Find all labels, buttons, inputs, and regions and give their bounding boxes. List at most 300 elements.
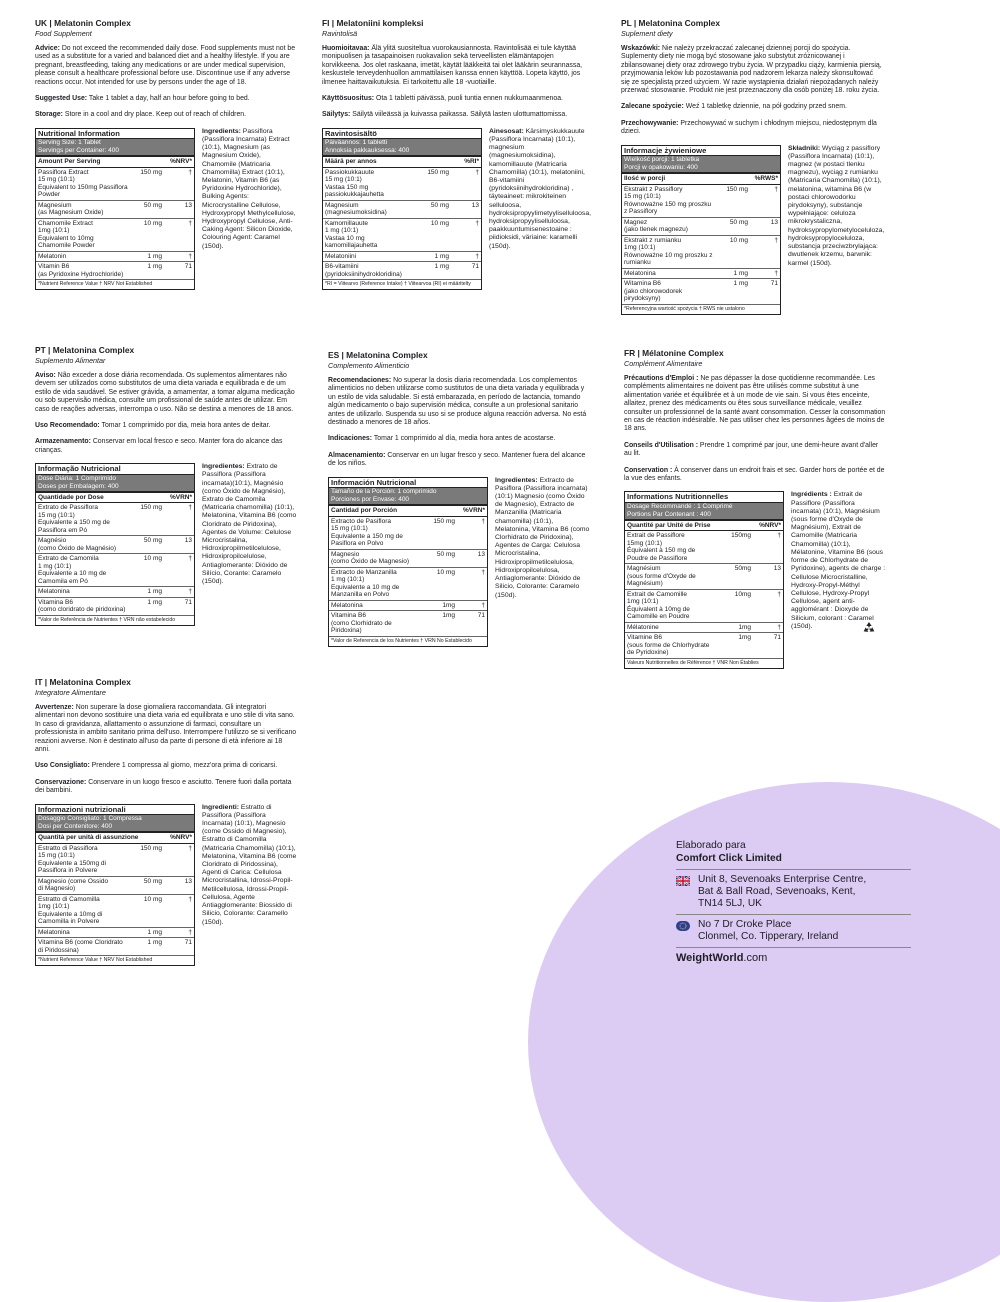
nutrient-name: Extrait de Camomille 1mg (10:1) Équivalent à 10mg de Camomille en Poudre — [627, 590, 690, 621]
label-section-pl — [621, 18, 883, 315]
nutrient-name: Estratto di Camomilla 1mg (10:1) Equivalente a 10mg di Camomilla in Polvere — [38, 895, 103, 926]
nutrition-row — [36, 598, 194, 616]
ingredients-label: Ainesosat: — [489, 127, 524, 135]
storage-text: Conservar en un lugar fresco y seco. Mantener fuera del alcance de los niños. — [328, 451, 586, 468]
nutrient-nrv: 71 — [184, 598, 192, 606]
storage-text: Conservar em local fresco e seco. Manter fora do alcance das crianças. — [35, 438, 283, 454]
nutrient-amount: 1 mg — [434, 252, 449, 260]
nutrition-table-title: Ravintosisältö — [323, 129, 481, 140]
storage-paragraph — [621, 120, 883, 137]
manufacturer-block — [676, 839, 911, 964]
nutrient-name: Extracto de Manzanilla 1 mg (10:1) Equivalente a 10 mg de Manzanilla en Polvo — [331, 568, 400, 599]
nutrient-name: Vitamina B6 (como Clorhidrato de Piridoxina) — [331, 612, 392, 635]
nutrient-nrv: † — [188, 844, 192, 852]
nutrient-name: Magnesio (como Óxido de Magnesio) — [331, 550, 410, 566]
usage-label: Käyttösuositus: — [322, 95, 375, 103]
section-subtitle: Ravintolisä — [322, 29, 358, 38]
advice-paragraph — [322, 45, 584, 87]
nutrition-table — [621, 145, 781, 315]
ingredients — [202, 463, 297, 586]
nutrition-row — [323, 168, 481, 201]
section-subtitle: Suplement diety — [621, 29, 673, 38]
nutrition-row — [622, 185, 780, 218]
nutrient-name: Melatonina — [38, 588, 70, 596]
usage-text: Prendre 1 comprimé par jour, une demi-heure avant d'aller au lit. — [624, 441, 879, 458]
section-title: FI | Melatoniini kompleksi — [322, 18, 424, 28]
usage-paragraph — [328, 435, 590, 443]
nrv-header: %RI* — [464, 158, 479, 166]
nutrient-name: Melatonina — [38, 928, 70, 936]
amount-header: Quantidade por Dose — [38, 493, 104, 501]
nutrient-amount: 150 mg — [433, 517, 455, 525]
nrv-header: %RWS* — [754, 175, 778, 183]
nutrient-amount: 1mg — [442, 612, 455, 620]
company-name: Comfort Click Limited — [676, 853, 782, 864]
ingredients-label: Składniki: — [788, 144, 821, 152]
nutrient-amount: 10mg — [734, 590, 751, 598]
advice-label: Aviso: — [35, 372, 56, 379]
nutrient-nrv: † — [774, 269, 778, 277]
recycle-icon — [861, 620, 877, 636]
nutrient-nrv: † — [188, 504, 192, 512]
nutrient-name: Extrato de Camomila 1 mg (10:1) Equivalente a 10 mg de Camomila em Pó — [38, 555, 107, 585]
advice-text: Do not exceed the recommended daily dose. Food supplements must not be used as a substitute for a varied and balanced diet and a healthy lifestyle. If you are pregnant, breastfeeding, taking any medications or are under medical supervision, please consult a healthcare professional before use. Discontinue use if any adverse reactions occur. Not intended for use by persons under the age of 18. — [35, 45, 296, 86]
nutrient-nrv: † — [774, 185, 778, 193]
label-section-pt — [35, 345, 297, 626]
storage-text: Store in a cool and dry place. Keep out of reach of children. — [64, 111, 247, 119]
nutrition-row — [36, 252, 194, 263]
address-ie — [676, 914, 911, 947]
nutrient-amount: 1mg — [738, 634, 751, 642]
nutrient-nrv: † — [188, 252, 192, 260]
nutrient-amount: 10 mg — [430, 219, 449, 227]
nutrition-table-footnote: *Nutrient Reference Value † NRV Not Established — [38, 281, 153, 288]
nutrition-row — [36, 928, 194, 939]
storage-paragraph — [35, 438, 297, 455]
nutrition-table — [35, 128, 195, 291]
nutrient-nrv: † — [777, 623, 781, 631]
nrv-header: %VRN* — [169, 493, 192, 501]
section-subtitle: Food Supplement — [35, 29, 92, 38]
servings-per-container: Dosi per Contenitore: 400 — [36, 823, 194, 831]
nutrient-name: Vitamina B6 (come Cloridrato di Piridossina) — [38, 939, 123, 954]
ingredients — [495, 477, 590, 600]
nutrition-table-header — [36, 491, 194, 504]
ingredients — [489, 128, 591, 251]
storage-label: Conservazione: — [35, 778, 87, 786]
advice-label: Wskazówki: — [621, 45, 661, 52]
storage-text: Conservare in un luogo fresco e asciutto. Tenere fuori dalla portata dei bambini. — [35, 778, 292, 795]
usage-label: Zalecane spożycie: — [621, 103, 684, 111]
nutrient-nrv: 13 — [471, 201, 479, 209]
nutrition-row — [36, 844, 194, 877]
servings-per-container: Portions Par Contenant : 400 — [625, 511, 783, 519]
nutrient-nrv: 71 — [770, 280, 778, 288]
serving-size: Dosaggio Consigliato: 1 Compressa — [36, 815, 194, 823]
section-subtitle: Suplemento Alimentar — [35, 356, 106, 365]
usage-text: Weź 1 tabletkę dziennie, na pół godziny przed snem. — [685, 103, 847, 111]
nutrition-row — [329, 601, 487, 612]
servings-per-container: Porcji w opakowaniu: 400 — [622, 164, 780, 172]
nutrition-row — [36, 262, 194, 280]
nutrient-name: Ekstrakt z rumianku 1mg (10:1) Równoważne 10 mg proszku z rumianku — [624, 236, 713, 267]
usage-paragraph — [322, 95, 584, 103]
advice-paragraph — [35, 372, 297, 414]
ingredients-text: Estratto di Passiflora (Passiflora Incarnata) (10:1), Magnesio (come Ossido di Magnesio), Estratto di Camomilla (Matricaria Chamomilla) (10:1), Melatonina, Vitamina B6 (come Cloridrato di Piridossina), Agenti di Carica: Cellulosa Microcristallina, Idrossi-Propil-Metilcellulosa, Idrossi-Propil-Cellulosa, Agente Antiagglomerante: Biossido di Silicio, Colorante: Caramello (150d). — [202, 803, 297, 926]
storage-label: Armazenamento: — [35, 438, 91, 446]
nutrition-row — [323, 252, 481, 263]
usage-label: Suggested Use: — [35, 95, 88, 103]
advice-label: Précautions d'Emploi : — [624, 375, 699, 382]
nutrient-nrv: 13 — [477, 550, 485, 558]
nutrient-nrv: † — [188, 219, 192, 227]
serving-size: Wielkość porcji: 1 tabletka — [622, 156, 780, 164]
nutrient-nrv: 13 — [184, 877, 192, 885]
nutrient-nrv: † — [188, 555, 192, 563]
address-ie-text: No 7 Dr Croke Place Clonmel, Co. Tipperary, Ireland — [698, 919, 839, 942]
usage-label: Indicaciones: — [328, 435, 373, 443]
usage-paragraph — [35, 95, 297, 103]
nutrient-name: Extrato de Passiflora 15 mg (10:1) Equivalente a 150 mg de Passiflora em Pó — [38, 504, 110, 534]
nutrient-nrv: 71 — [184, 939, 192, 947]
nrv-header: %VRN* — [462, 507, 485, 515]
storage-paragraph — [328, 452, 590, 469]
nutrient-name: Ekstrakt z Passiflory 15 mg (10:1) Równoważne 150 mg proszku z Passiflory — [624, 185, 712, 216]
serving-size: Päiväannos: 1 tabletti — [323, 139, 481, 147]
nutrition-row — [36, 503, 194, 536]
nutrient-name: Magnez (jako tlenek magnezu) — [624, 218, 688, 234]
nutrient-amount: 1mg — [738, 623, 751, 631]
nutrient-nrv: † — [481, 601, 485, 609]
storage-label: Säilytys: — [322, 111, 351, 119]
nutrient-name: Magnesium (magnesiumoksidina) — [325, 201, 387, 217]
nutrition-row — [329, 550, 487, 568]
storage-paragraph — [35, 111, 297, 119]
advice-paragraph — [328, 377, 590, 427]
section-title: FR | Mélatonine Complex — [624, 348, 724, 358]
nutrition-row — [622, 218, 780, 236]
nutrient-name: Magnésio (como Óxido de Magnésio) — [38, 537, 117, 552]
nutrition-table — [328, 477, 488, 647]
nutrient-nrv: 13 — [770, 218, 778, 226]
nutrient-amount: 150 mg — [140, 844, 162, 852]
nutrient-nrv: † — [475, 252, 479, 260]
advice-text: Älä ylitä suositeltua vuorokausiannosta. Ravintolisää ei tule käyttää monipuolisen ja tasapainoisen ruokavalion sekä terveellisten elämäntapojen korvikkeena. Jos olet raskaana, imetät, käytät lääkkeitä tai olet lääkärin seurannassa, keskustele terveydenhuollon ammattilaisen kanssa ennen käyttöä. Lopeta käyttö, jos ilmenee haittavaikutuksia. Ei tarkoitettu alle 18 -vuotiaille. — [322, 45, 583, 86]
nutrient-amount: 10 mg — [436, 568, 455, 576]
advice-text: No superar la dosis diaria recomendada. Los complementos alimenticios no deben utilizarse como sustitutos de una dieta variada y equilibrada y un estilo de vida saludable. Si está embarazada, en período de lactancia, tomando algún medicamento o bajo supervisión médica, consulte a un profesional sanitario antes de utilizarlo. Suspenda su uso si se produce alguna reacción adversa. No está destinado a menores de 18 años. — [328, 377, 587, 427]
nutrient-amount: 50 mg — [729, 218, 748, 226]
nutrition-table-footnote: *Valor de Referência de Nutrientes † VRN não estabelecido — [38, 616, 176, 623]
nutrient-name: Mélatonine — [627, 623, 659, 631]
nutrient-nrv: 71 — [477, 612, 485, 620]
nutrition-table-header — [625, 519, 783, 532]
ingredients-text: Passiflora (Passiflora Incarnata) Extract (10:1), Magnesium (as Magnesium Oxide), Chamomile (Matricaria Chamomilla) Extract (10:1), Melatonin, Vitamin B6 (as Pyridoxine Hydrochloride), Bulking Agents: Microcrystalline Cellulose, Hydroxypropyl Methylcellulose, Hydroxypropyl Cellulose, Anti-Caking Agent: Silicon Dioxide, Colouring Agent: Caramel (150d). — [202, 127, 296, 250]
nutrient-name: Magnesio (come Ossido di Magnesio) — [38, 877, 109, 893]
amount-header: Ilość w porcji — [624, 175, 666, 183]
nutrition-table-footnote: Valeurs Nutritionnelles de Référence † VNR Non Établies — [627, 659, 759, 666]
storage-text: Przechowywać w suchym i chłodnym miejscu, niedostępnym dla dzieci. — [621, 119, 877, 136]
servings-per-container: Doses por Embalagem: 400 — [36, 483, 194, 491]
nutrient-nrv: 71 — [773, 634, 781, 642]
nutrition-table-title: Informations Nutritionnelles — [625, 492, 783, 503]
nutrient-name: B6-vitamiini (pyridoksiinihydrokloridina) — [325, 263, 402, 278]
nutrient-amount: 1 mg — [147, 252, 162, 260]
nutrient-name: Passiokukkauute 15 mg (10:1) Vastaa 150 mg passiokukkajauhetta — [325, 168, 384, 199]
servings-per-container: Porciones por Envase: 400 — [329, 496, 487, 504]
label-section-it — [35, 677, 297, 966]
section-title: UK | Melatonin Complex — [35, 18, 131, 28]
advice-paragraph — [35, 45, 297, 87]
nrv-header: %NRV* — [170, 834, 192, 842]
nutrition-row — [625, 590, 783, 623]
usage-label: Conseils d'Utilisation : — [624, 441, 698, 449]
website-name: WeightWorld — [676, 952, 744, 964]
amount-header: Quantità per unità di assunzione — [38, 834, 139, 842]
address-uk-text: Unit 8, Sevenoaks Enterprise Centre, Bat & Ball Road, Sevenoaks, Kent, TN14 5LJ, UK — [698, 874, 867, 909]
nutrient-amount: 1 mg — [147, 939, 162, 947]
amount-header: Määrä per annos — [325, 158, 377, 166]
nutrient-amount: 150 mg — [427, 168, 449, 176]
advice-label: Huomioitavaa: — [322, 45, 370, 52]
nutrition-row — [625, 633, 783, 659]
nutrient-nrv: † — [188, 168, 192, 176]
nrv-header: %NRV* — [759, 521, 781, 529]
nutrition-row — [36, 168, 194, 201]
section-subtitle: Integratore Alimentare — [35, 688, 106, 697]
usage-paragraph — [624, 442, 886, 459]
advice-paragraph — [624, 375, 886, 434]
nutrient-nrv: † — [475, 219, 479, 227]
nutrition-table — [624, 491, 784, 669]
usage-paragraph — [35, 762, 297, 770]
advice-paragraph — [35, 704, 297, 754]
nutrient-amount: 10 mg — [143, 555, 162, 563]
storage-paragraph — [624, 467, 886, 484]
website-tld: .com — [743, 952, 768, 964]
nutrition-row — [36, 895, 194, 928]
ingredients-label: Ingrédients : — [791, 491, 832, 499]
nutrition-table-footnote: *Nutrient Reference Value † NRV Not Established — [38, 957, 153, 964]
section-title: IT | Melatonina Complex — [35, 677, 131, 687]
advice-text: Non superare la dose giornaliera raccomandata. Gli integratori alimentari non devono sostituire una dieta varia ed equilibrata e uno stile di vita sano. In caso di gravidanza, allattamento o assunzione di farmaci, consultare un professionista in ambito sanitario prima dell'uso. Interrompere l'utilizzo se si verificano reazioni avverse. Non è destinato all'uso da parte di persone di età inferiore ai 18 anni. — [35, 704, 297, 754]
nutrient-name: Melatonina — [624, 269, 656, 277]
nutrient-name: Melatoniini — [325, 252, 357, 260]
nutrient-name: Estratto di Passiflora 15 mg (10:1) Equivalente a 150mg di Passiflora in Polvere — [38, 844, 106, 875]
nutrient-nrv: † — [188, 928, 192, 936]
nutrition-row — [329, 568, 487, 601]
advice-paragraph — [621, 45, 883, 95]
website[interactable] — [676, 947, 911, 964]
ingredients-text: Extracto de Pasiflora (Passiflora incarnata) (10:1) Magnesio (como Óxido de Magnesio), Extracto de Manzanilla (Matricaria chamomilla) (10:1), Melatonina, Vitamina B6 (como Clorhidrato de Piridoxina), Agentes de Carga: Celulosa Microcristalina, Hidroxipropilmetilcelulosa, Hidroxipropilcelulosa, Antiaglomerante: Dióxido de Silicio, Colorante: Caramelo (150d). — [495, 476, 590, 599]
ingredients-label: Ingredientes: — [495, 476, 538, 484]
nutrient-amount: 150 mg — [726, 185, 748, 193]
nutrient-amount: 50 mg — [143, 537, 162, 545]
nutrient-name: Melatonina — [331, 601, 363, 609]
advice-text: Não exceder a dose diária recomendada. Os suplementos alimentares não devem ser utilizados como substitutos de uma dieta variada e equilibrada e de um estilo de vida saudável. Se estiver grávida, a amamentar, a tomar alguma medicação ou sob supervisão médica, consulte um profissional de saúde antes de utilizar. Em caso de reações adversas, interrompa o uso. Não se destina a menores de 18 anos. — [35, 372, 295, 413]
label-section-es — [328, 350, 590, 647]
nutrition-row — [323, 219, 481, 252]
ingredients — [202, 128, 297, 251]
serving-size: Tamaño de la Porción: 1 comprimido — [329, 488, 487, 496]
nutrient-name: Melatonin — [38, 252, 67, 260]
nutrient-amount: 1 mg — [147, 928, 162, 936]
nutrient-amount: 10 mg — [729, 236, 748, 244]
nutrient-amount: 50 mg — [143, 201, 162, 209]
nutrient-name: Vitamina B6 (como cloridrato de piridoxina) — [38, 598, 126, 614]
nutrition-row — [329, 517, 487, 550]
nutrient-name: Magnésium (sous forme d'Oxyde de Magnésium) — [627, 565, 696, 588]
ingredients — [791, 491, 886, 630]
ingredients — [788, 145, 884, 268]
nutrition-row — [329, 611, 487, 637]
nutrient-amount: 10 mg — [143, 895, 162, 903]
advice-label: Avvertenze: — [35, 704, 74, 711]
nutrition-table-title: Informação Nutricional — [36, 464, 194, 475]
usage-label: Uso Recomendado: — [35, 422, 100, 430]
nutrient-amount: 50 mg — [430, 201, 449, 209]
nutrient-amount: 50 mg — [436, 550, 455, 558]
nutrition-table-footnote: *Valor de Referencia de los Nutrientes † VRN No Establecido — [331, 637, 472, 644]
nutrient-nrv: 13 — [184, 537, 192, 545]
nutrition-table-header — [329, 504, 487, 517]
servings-per-container: Servings per Container: 400 — [36, 147, 194, 155]
nutrient-name: Magnesium (as Magnesium Oxide) — [38, 201, 104, 217]
ingredients — [202, 804, 297, 927]
nutrition-table — [35, 463, 195, 626]
ingredients-text: Extrait de Passiflore (Passiflora incarnata) (10:1), Magnésium (sous forme d'Oxyde de Magnésium), Extrait de Camomille (Matricaria Chamomilla) (10:1), Mélatonine, Vitamine B6 (sous forme de Chlorhydrate de Pyridoxine), agents de charge : Cellulose Microcristalline, Hydroxy-Propyl-Méthyl Cellulose, Hydroxy-Propyl Cellulose, agent anti-agglomérant : Dioxyde de Silicium, colorant : Caramel (150d). — [791, 491, 886, 630]
amount-header: Cantidad por Porción — [331, 507, 398, 515]
nutrition-row — [36, 201, 194, 219]
nutrition-row — [323, 262, 481, 280]
nutrient-amount: 1 mg — [147, 598, 162, 606]
nutrient-name: Vitamin B6 (as Pyridoxine Hydrochloride) — [38, 263, 124, 278]
advice-text: Nie należy przekraczać zalecanej dziennej porcji do spożycia. Suplementy diety nie mogą być stosowane jako substytut zróżnicowanej i zbilansowanej diety oraz zdrowego trybu życia. W przypadku ciąży, karmienia piersią, przyjmowania leków lub pozostawania pod nadzorem lekarza należy skonsultować się ze specjalistą przed użyciem. W razie wystąpienia działań niepożądanych należy przerwać stosowanie. Produkt nie jest przeznaczony dla osób poniżej 18. roku życia. — [621, 45, 882, 95]
serving-size: Serving Size: 1 Tablet — [36, 139, 194, 147]
storage-paragraph — [35, 779, 297, 796]
nutrient-nrv: † — [481, 568, 485, 576]
ingredients-label: Ingredients: — [202, 127, 241, 135]
nutrition-row — [622, 236, 780, 269]
address-uk — [676, 869, 911, 914]
nutrition-table-footnote: *Referencyjna wartość spożycia † RWS nie ustalono — [624, 305, 745, 312]
nutrient-nrv: 71 — [184, 263, 192, 271]
nutrient-nrv: † — [777, 590, 781, 598]
advice-text: Ne pas dépasser la dose quotidienne recommandée. Les compléments alimentaires ne doivent pas être utilisés comme substitut à une alimentation variée et équilibrée et à un mode de vie sain. Si vous êtes enceinte, allaitez, prenez des médicaments ou êtes sous surveillance médicale, veuillez consulter un professionnel de la santé avant consommation. Cesser la consommation en cas de réaction indésirable. Ne pas utiliser chez les personnes âgées de moins de 18 ans. — [624, 375, 886, 433]
nutrition-table-footnote: *RI = Viitearvo (Reference Intake) † Viitearvoa (RI) ei määritelty — [325, 281, 471, 288]
nutrition-row — [625, 623, 783, 634]
nutrient-amount: 1 mg — [147, 588, 162, 596]
usage-paragraph — [621, 103, 883, 111]
nutrition-row — [622, 279, 780, 305]
nutrient-amount: 150 mg — [140, 168, 162, 176]
nutrition-table-header — [36, 831, 194, 844]
nutrition-table-title: Informazioni nutrizionali — [36, 805, 194, 816]
usage-text: Tomar 1 comprimido al día, media hora antes de acostarse. — [373, 435, 556, 443]
advice-label: Recomendaciones: — [328, 377, 392, 384]
ingredients-label: Ingredienti: — [202, 803, 240, 811]
nutrient-amount: 1 mg — [733, 280, 748, 288]
nutrient-name: Extracto de Pasiflora 15 mg (10:1) Equivalente a 150 mg de Pasiflora en Polvo — [331, 517, 403, 548]
uk-flag-icon — [676, 876, 690, 886]
nutrition-row — [625, 531, 783, 564]
nutrient-name: Passiflora Extract 15 mg (10:1) Equivalent to 150mg Passiflora Powder — [38, 168, 128, 199]
storage-label: Conservation : — [624, 466, 673, 474]
ingredients-text: Extrato de Passiflora (Passiflora incarnata)(10:1), Magnésio (como Óxido de Magnésio), Extrato de Camomila (Matricaria chamomilla) (10:1), Melatonina, Vitamina B6 (como Cloridrato de Piridoxina), Agentes de Volume: Celulose Microcristalina, Hidroxipropilmetilcelulose, Hidroxipropilcelulose, Antiaglomerante: Dióxido de Silício, Corante: Caramelo (150d). — [202, 463, 297, 586]
nutrient-amount: 150mg — [731, 532, 751, 540]
made-for-label: Elaborado para — [676, 840, 746, 851]
storage-label: Przechowywanie: — [621, 119, 679, 127]
label-section-fi — [322, 18, 591, 290]
usage-text: Tomar 1 comprimido por dia, meia hora antes de deitar. — [101, 422, 271, 430]
amount-header: Quantité par Unité de Prise — [627, 521, 711, 529]
eu-flag-icon — [676, 921, 690, 931]
nutrition-row — [36, 536, 194, 554]
advice-label: Advice: — [35, 45, 60, 52]
usage-text: Ota 1 tabletti päivässä, puoli tuntia ennen nukkumaanmenoa. — [376, 95, 563, 103]
usage-paragraph — [35, 422, 297, 430]
ingredients-text: Kärsimyskukkauute (Passiflora Incarnata) (10:1), magnesium (magnesiumoksidina), kamomillauute (Matricaria Chamomilla) (10:1), melatoniini, B6-vitamiini (pyridoksiinihydrokloridina) , täyteaineet: mikrokiteinen selluloosa, hydroksipropyylimetyyliselluloosa, hydroksipropyyliselluloosa, paakkuuntumisenestoaine : piidioksidi, väriaine: karamelli (150d). — [489, 127, 591, 250]
nutrient-amount: 1 mg — [434, 263, 449, 271]
nutrition-row — [36, 219, 194, 252]
storage-label: Almacenamiento: — [328, 451, 386, 459]
nutrient-nrv: † — [188, 588, 192, 596]
nutrient-amount: 1 mg — [147, 263, 162, 271]
nutrient-nrv: 13 — [773, 565, 781, 573]
amount-header: Amount Per Serving — [38, 158, 101, 166]
nutrient-name: Chamomile Extract 1mg (10:1) Equivalent to 10mg Chamomile Powder — [38, 219, 95, 250]
nutrient-name: Vitamine B6 (sous forme de Chlorhydrate de Pyridoxine) — [627, 634, 710, 657]
nutrition-table-header — [323, 155, 481, 168]
nutrient-name: Kamomillauute 1 mg (10:1) Vastaa 10 mg kamomillajauhetta — [325, 219, 378, 250]
nutrient-nrv: † — [188, 895, 192, 903]
nutrient-nrv: 13 — [184, 201, 192, 209]
storage-text: À conserver dans un endroit frais et sec. Garder hors de portée et de la vue des enfants. — [624, 466, 885, 483]
nutrition-row — [323, 201, 481, 219]
nutrition-table-title: Nutritional Information — [36, 129, 194, 140]
nutrient-amount: 50mg — [734, 565, 751, 573]
nutrition-table-title: Informacje żywieniowe — [622, 146, 780, 157]
ingredients-label: Ingredientes: — [202, 463, 245, 471]
nrv-header: %NRV* — [170, 158, 192, 166]
nutrition-row — [622, 269, 780, 280]
storage-paragraph — [322, 111, 584, 119]
label-section-uk — [35, 18, 297, 290]
nutrient-amount: 150 mg — [140, 504, 162, 512]
nutrition-table-header — [622, 172, 780, 185]
usage-text: Prendere 1 compressa al giorno, mezz'ora prima di coricarsi. — [91, 762, 278, 770]
nutrition-table — [35, 804, 195, 967]
nutrition-row — [36, 938, 194, 956]
nutrition-row — [36, 877, 194, 895]
serving-size: Dosage Recommandé : 1 Comprimé — [625, 503, 783, 511]
nutrition-row — [36, 554, 194, 587]
section-title: PL | Melatonina Complex — [621, 18, 720, 28]
storage-text: Säilytä viileässä ja kuivassa paikassa. Säilytä lasten ulottumattomissa. — [352, 111, 568, 119]
serving-size: Dose Diária: 1 Comprimido — [36, 475, 194, 483]
label-section-fr — [624, 348, 886, 669]
nutrient-amount: 10 mg — [143, 219, 162, 227]
section-title: PT | Melatonina Complex — [35, 345, 135, 355]
nutrient-nrv: † — [777, 532, 781, 540]
nutrient-amount: 1 mg — [733, 269, 748, 277]
nutrient-nrv: † — [475, 168, 479, 176]
usage-text: Take 1 tablet a day, half an hour before going to bed. — [88, 95, 250, 103]
nutrition-row — [625, 564, 783, 590]
nutrition-row — [36, 587, 194, 598]
nutrition-table-title: Información Nutricional — [329, 478, 487, 489]
servings-per-container: Annoksia pakkauksessa: 400 — [323, 147, 481, 155]
nutrient-nrv: 71 — [471, 263, 479, 271]
